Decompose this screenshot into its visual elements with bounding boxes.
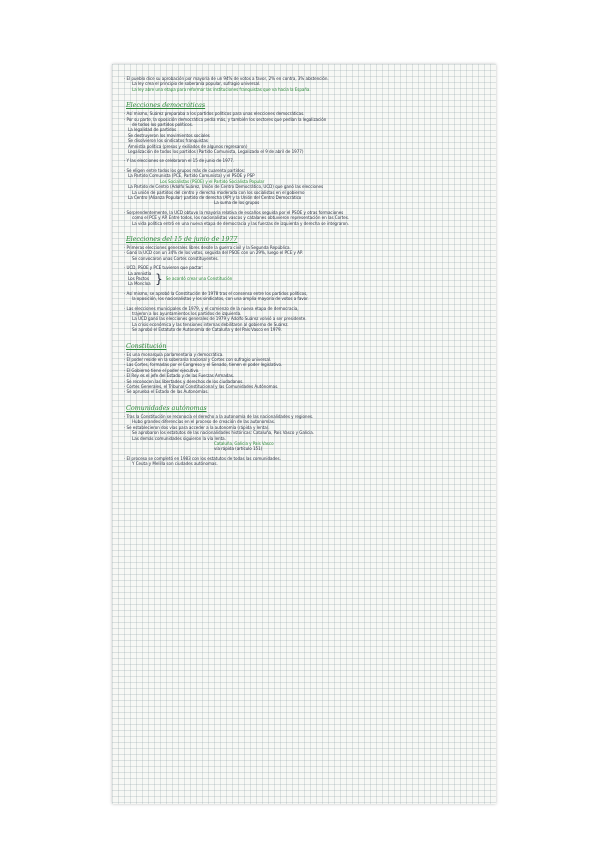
note-line: la oposición, los nacionalistas y los sindicatos, con una amplia mayoría de votos a favor. [132, 296, 309, 302]
list-item: La Partido de Centro (Adolfo Suárez, Unión de Centro Democrático, UCD) que ganó las elecciones [128, 184, 324, 190]
section-heading: Comunidades autónomas [126, 403, 207, 412]
list-item: La Centro (Alianza Popular) partido de derecha (AP) y la Unión del Centro Democrático [128, 194, 302, 200]
section-heading: Elecciones del 15 de junio de 1977 [126, 234, 238, 243]
note-line: trajeron a los ayuntamientos los partidos de izquierda. [132, 311, 242, 316]
list-item: La Partido Comunista (PCE, Partido Comunista) y el PSOE y PSP [128, 173, 255, 179]
list-item: La unión de partidos del centro y derecha moderada con los socialistas en el gobierno [132, 189, 305, 195]
bracket-group [124, 271, 482, 287]
note-line: · Se establecieron dos vías para acceder a la autonomía (rápida y lenta). [124, 424, 270, 430]
list-item: La suma de los grupos [214, 200, 260, 206]
note-line: · Así mismo, se aprobó la Constitución de 1978 tras el consenso entre los partidos políticos, [124, 290, 308, 296]
section-heading: Constitución [126, 341, 167, 350]
note-line-highlight: La ley abre una etapa para reformar las instituciones franquistas que va hacia la España. [132, 86, 311, 92]
note-line: · Es una monarquía parlamentaria y democrática. [124, 351, 224, 357]
note-line: · El Rey es el jefe del Estado y de las Fuerzas Armadas. [124, 373, 235, 379]
note-line: Se convocaron unas Cortes constituyentes. [132, 255, 219, 261]
note-line: Y Ceuta y Melilla son ciudades autónomas. [132, 461, 218, 467]
bracket-item: La Moncloa [128, 281, 151, 287]
note-line: · Cortes Generales, el Tribunal Constitucional y las Comunidades Autónomas. [124, 384, 279, 390]
note-line: · El Gobierno tiene el poder ejecutivo. [124, 367, 200, 373]
note-line: La UCD ganó las elecciones generales de 1979 y Adolfo Suárez volvió a ser presidente. [132, 316, 307, 322]
note-line: Se aprobó el Estatuto de Autonomía de Cataluña y del País Vasco en 1979. [132, 327, 282, 333]
note-line: · Tras la Constitución se reconocía el derecho a la autonomía de las nacionalidades y regiones. [124, 413, 314, 419]
bracket-result: Se acordó crear una Constitución [165, 275, 233, 281]
note-line: · Por su parte, la oposición democrática pedía más, y también los sectores que pedían la legalización [124, 116, 327, 122]
note-line: Las demás comunidades siguieron la vía lenta. [132, 435, 226, 441]
note-line: · Las elecciones municipales de 1979, y el comienzo de la nueva etapa de democracia, [124, 305, 299, 311]
note-line: · UCD, PSOE y PCE tuvieron que pactar: [124, 265, 204, 271]
note-line: de todos los partidos políticos. [132, 122, 193, 128]
note-line: · Sorprendentemente, la UCD obtuvo la mayoría relativa de escaños seguida por el PSOE y otras formaciones [124, 209, 344, 215]
notebook-page [112, 64, 496, 804]
bracket-item: Los Pactos [128, 275, 149, 281]
note-line: · El proceso se completó en 1983 con los estatutos de todas las comunidades. [124, 455, 281, 461]
note-line: · Se reconocen las libertades y derechos de los ciudadanos. [124, 378, 244, 384]
list-item: Legalización de todos los partidos (Partido Comunista, Legalizado el 9 de abril de 1977) [128, 149, 304, 155]
list-item: Amnistía política (presos y exiliados de algunos regresaron) [128, 143, 248, 149]
list-item-highlight: Los Socialistas (PSOE) y el Partido Socialista Popular [160, 178, 265, 184]
note-line-highlight: Cataluña, Galicia y País Vasco [214, 440, 274, 446]
section-heading: Elecciones democráticas [126, 101, 206, 110]
handwritten-notes [124, 76, 482, 467]
note-line: La vida política entró en una nueva etapa de democracia y las fuerzas de izquierda y derecha se integraron. [132, 220, 349, 226]
note-line: · El pueblo dice su aprobación por mayoría de un 94% de votos a favor, 2% en contra, 3% abstención. [124, 76, 329, 81]
note-line: La ley crea el principio de soberanía popular, sufragio universal. [132, 81, 261, 87]
note-line: como el PCE y AP. Entre todos, los nacionalistas vascos y catalanes obtuvieron representación en las Cortes. [132, 215, 350, 221]
list-item: Se disolvieron los sindicatos franquistas [128, 138, 208, 144]
note-line: · Y las elecciones se celebraron el 15 de junio de 1977. [124, 158, 235, 164]
curly-brace-icon: } [155, 271, 163, 286]
note-line: Se aprobaron los estatutos de las nacionalidades históricas: Cataluña, País Vasco y Galicia. [132, 430, 314, 436]
note-line: · Se aprueba el Estado de las Autonomías. [124, 389, 209, 395]
bracket-item: La amnistía [128, 270, 152, 276]
note-line: · El poder reside en la soberanía nacional y Cortes con sufragio universal. [124, 357, 272, 363]
note-line: vía rápida (artículo 151) [214, 446, 263, 452]
note-line: · Primeras elecciones generales libres desde la guerra civil y la Segunda República. [124, 244, 291, 250]
note-line: La crisis económica y las tensiones internas debilitaron al gobierno de Suárez. [132, 321, 289, 327]
list-item: La legalidad de partidos [128, 127, 177, 133]
note-line: · Ganó la UCD con un 34% de los votos, seguida del PSOE con un 29%, luego el PCE y AP. [124, 250, 303, 256]
list-item: Se destruyeron los movimientos sociales [128, 132, 210, 138]
note-line: · Se eligen entre todos los grupos más de cuarenta partidos: [124, 167, 246, 173]
note-line: · Así mismo, Suárez preparaba a los partidos políticos para unas elecciones democráticas. [124, 111, 305, 117]
note-line: Hubo grandes diferencias en el proceso de creación de las autonomías. [132, 419, 276, 425]
note-line: · Las Cortes, formadas por el Congreso y el Senado, tienen el poder legislativo. [124, 362, 283, 368]
